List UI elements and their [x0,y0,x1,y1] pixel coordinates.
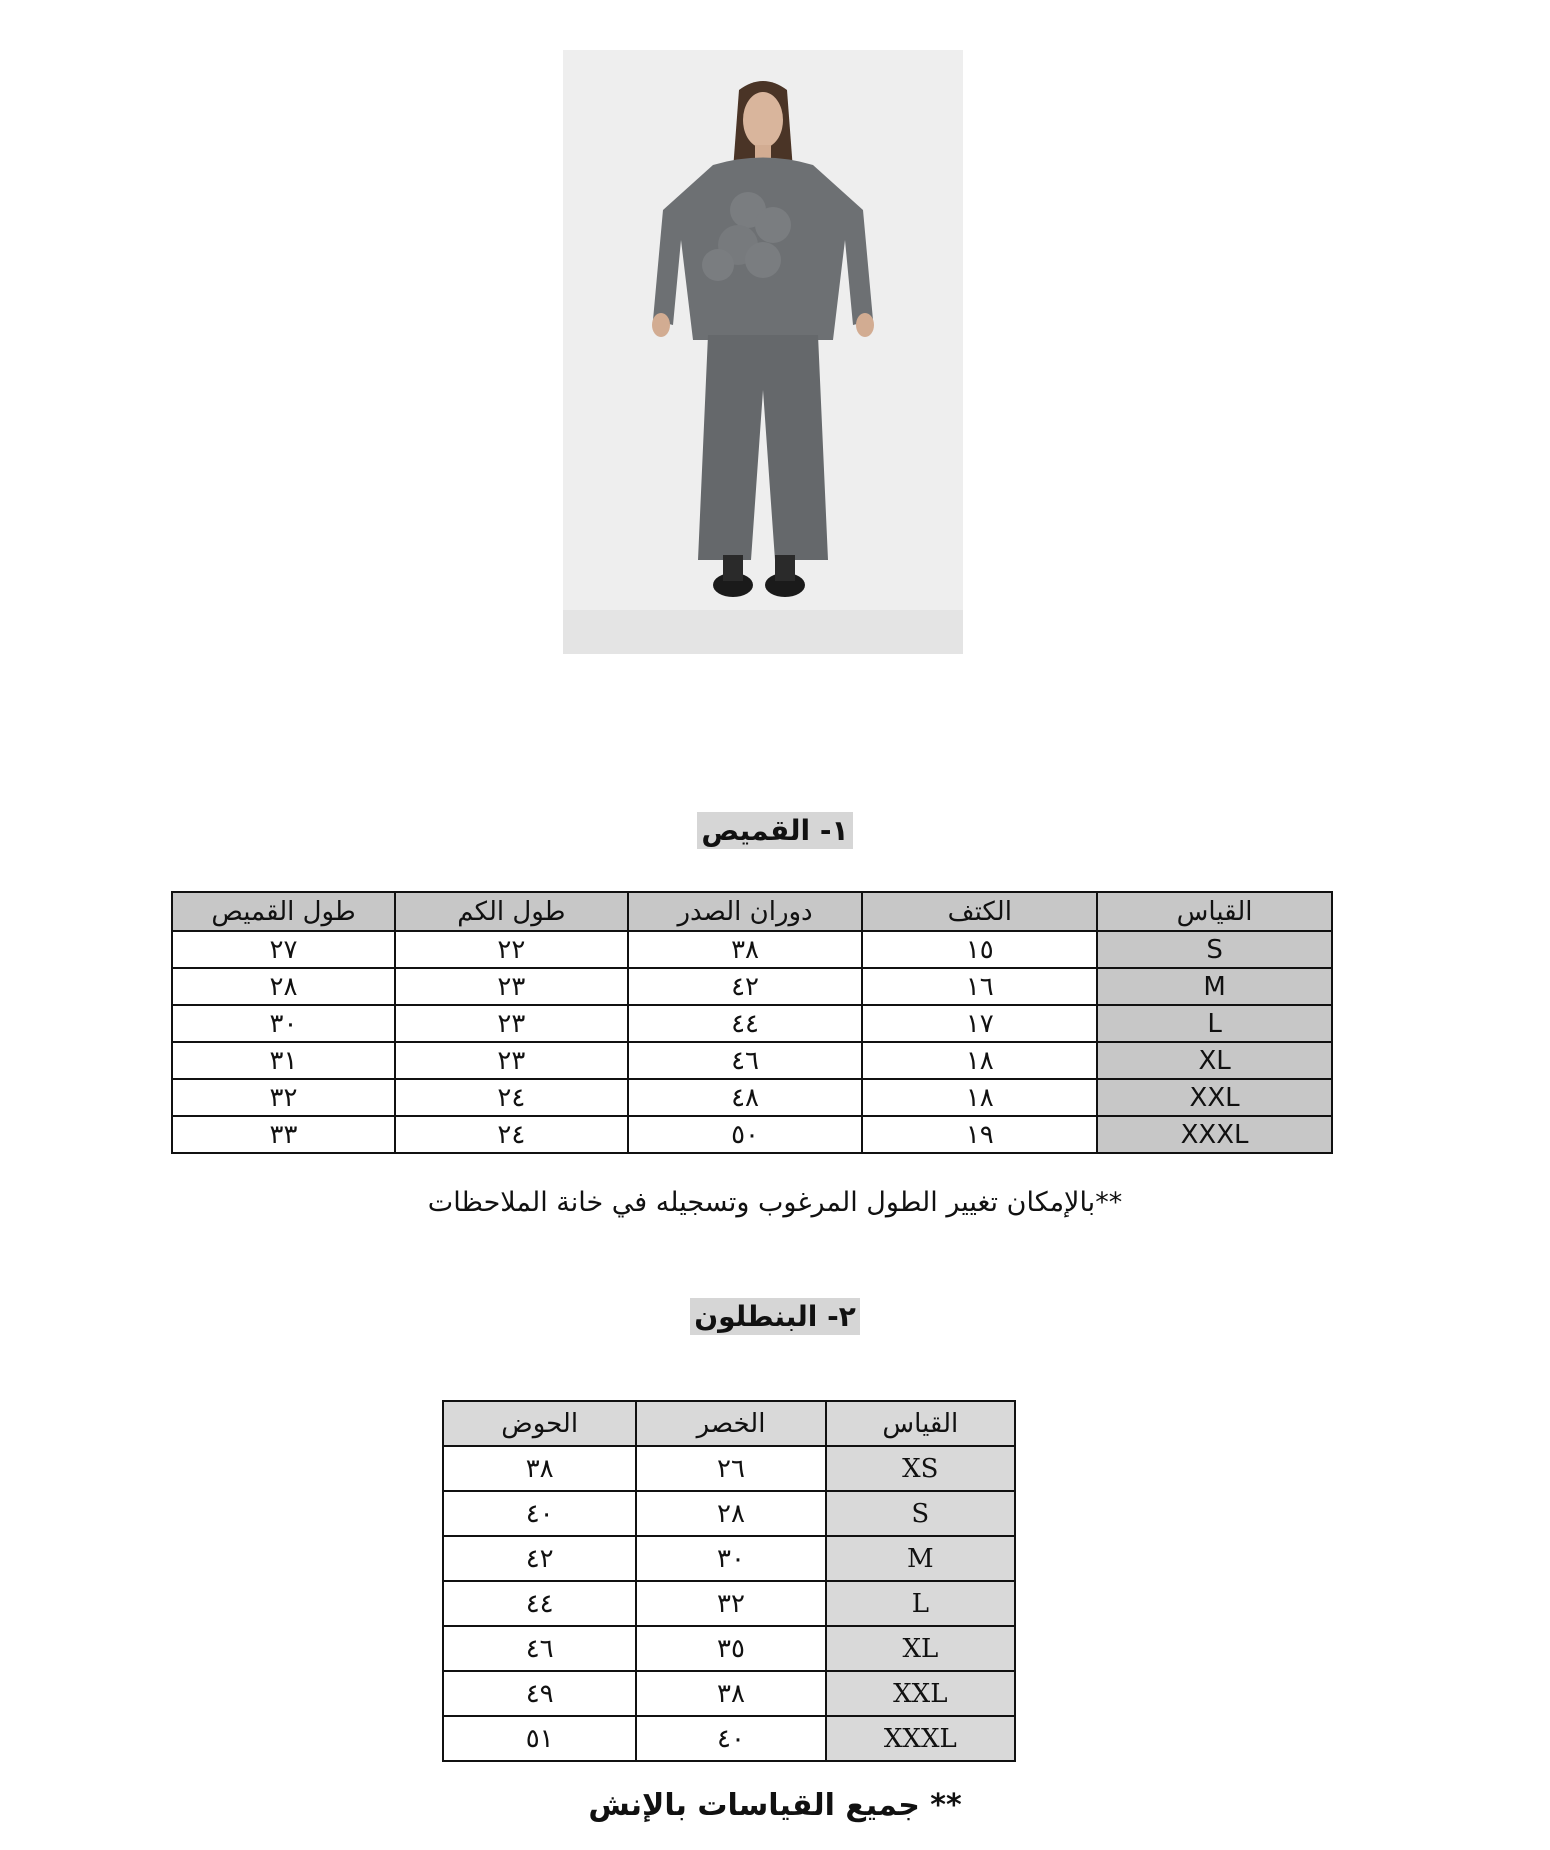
cell-size: S [1097,931,1332,968]
shirt-title-text: ١- القميص [697,812,852,849]
cell-size: XS [826,1446,1015,1491]
cell-shoulder: ١٩ [862,1116,1097,1153]
pants-size-table [442,1400,1016,1762]
table-row [172,1042,1332,1079]
cell-size: XXXL [1097,1116,1332,1153]
cell-hip: ٤٢ [443,1536,636,1581]
cell-size: S [826,1491,1015,1536]
cell-size: XXL [1097,1079,1332,1116]
header-shirt-length: طول القميص [172,892,395,931]
cell-sleeve: ٢٤ [395,1079,628,1116]
cell-shoulder: ١٥ [862,931,1097,968]
cell-shoulder: ١٦ [862,968,1097,1005]
cell-waist: ٤٠ [636,1716,825,1761]
table-row [443,1626,1015,1671]
product-photo [563,50,963,654]
cell-chest: ٣٨ [628,931,863,968]
cell-length: ٢٧ [172,931,395,968]
cell-waist: ٢٨ [636,1491,825,1536]
header-chest: دوران الصدر [628,892,863,931]
cell-hip: ٤٩ [443,1671,636,1716]
cell-length: ٣١ [172,1042,395,1079]
header-shoulder: الكتف [862,892,1097,931]
table-row [172,1079,1332,1116]
table-row [172,1005,1332,1042]
cell-waist: ٣٠ [636,1536,825,1581]
cell-waist: ٢٦ [636,1446,825,1491]
cell-shoulder: ١٧ [862,1005,1097,1042]
cell-size: XL [826,1626,1015,1671]
cell-hip: ٣٨ [443,1446,636,1491]
cell-waist: ٣٨ [636,1671,825,1716]
table-row [443,1446,1015,1491]
cell-size: L [826,1581,1015,1626]
header-size: القياس [1097,892,1332,931]
cell-sleeve: ٢٣ [395,1005,628,1042]
cell-size: XL [1097,1042,1332,1079]
cell-size: M [826,1536,1015,1581]
header-size: القياس [826,1401,1015,1446]
cell-sleeve: ٢٢ [395,931,628,968]
cell-size: XXXL [826,1716,1015,1761]
table-row [443,1491,1015,1536]
cell-length: ٣٣ [172,1116,395,1153]
cell-chest: ٤٤ [628,1005,863,1042]
table-row [443,1716,1015,1761]
cell-length: ٢٨ [172,968,395,1005]
cell-sleeve: ٢٣ [395,968,628,1005]
cell-sleeve: ٢٣ [395,1042,628,1079]
table-row [172,1116,1332,1153]
cell-chest: ٤٢ [628,968,863,1005]
table-row [443,1671,1015,1716]
table-header-row [443,1401,1015,1446]
cell-shoulder: ١٨ [862,1079,1097,1116]
cell-size: XXL [826,1671,1015,1716]
cell-hip: ٤٠ [443,1491,636,1536]
shirt-length-note: **بالإمكان تغيير الطول المرغوب وتسجيله في خانة الملاحظات [427,1187,1123,1218]
cell-sleeve: ٢٤ [395,1116,628,1153]
shirt-section-title [0,814,1550,847]
pants-section-title [0,1300,1550,1333]
model-photo-icon [563,50,963,654]
table-row [172,931,1332,968]
table-row [172,968,1332,1005]
cell-hip: ٤٤ [443,1581,636,1626]
cell-size: M [1097,968,1332,1005]
cell-hip: ٥١ [443,1716,636,1761]
header-hip: الحوض [443,1401,636,1446]
cell-waist: ٣٢ [636,1581,825,1626]
cell-chest: ٥٠ [628,1116,863,1153]
cell-length: ٣٢ [172,1079,395,1116]
header-sleeve-length: طول الكم [395,892,628,931]
cell-waist: ٣٥ [636,1626,825,1671]
table-row [443,1581,1015,1626]
cell-hip: ٤٦ [443,1626,636,1671]
cell-chest: ٤٦ [628,1042,863,1079]
units-note: ** جميع القياسات بالإنش [588,1788,962,1823]
cell-length: ٣٠ [172,1005,395,1042]
shirt-size-table [171,891,1333,1154]
cell-chest: ٤٨ [628,1079,863,1116]
cell-shoulder: ١٨ [862,1042,1097,1079]
pants-title-text: ٢- البنطلون [690,1298,860,1335]
header-waist: الخصر [636,1401,825,1446]
table-header-row [172,892,1332,931]
cell-size: L [1097,1005,1332,1042]
table-row [443,1536,1015,1581]
